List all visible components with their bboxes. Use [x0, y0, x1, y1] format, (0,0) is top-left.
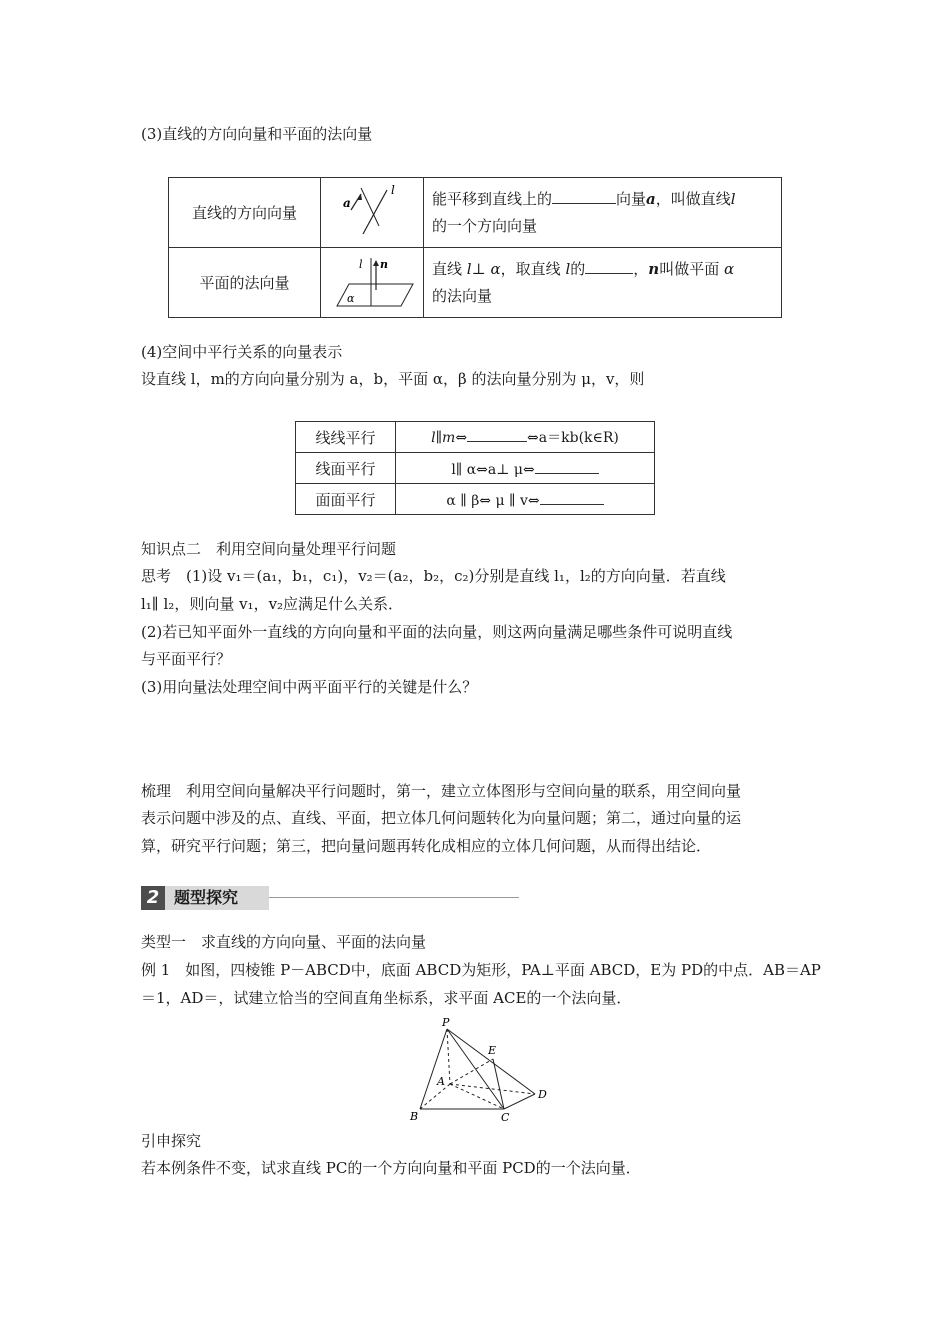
summary-line2: 表示问题中涉及的点、直线、平面，把立体几何问题转化为向量问题；第二，通过向量的运	[141, 809, 742, 827]
direction-normal-table	[168, 177, 782, 318]
desc-var: α	[723, 259, 735, 278]
fig-label-l: l	[391, 183, 395, 197]
desc-text: ，	[633, 259, 649, 278]
section4-intro: 设直线 l，m的方向向量分别为 a，b，平面 α，β 的法向量分别为 μ，v，则	[141, 370, 645, 388]
think2-line1: (2)若已知平面外一直线的方向向量和平面的法向量，则这两向量满足哪些条件可说明直线	[141, 623, 733, 641]
parallel-relation-table	[295, 421, 655, 515]
row-formula	[396, 422, 655, 453]
desc-vector: n	[648, 259, 660, 278]
example1-line1: 例 1 如图，四棱锥 P－ABCD中，底面 ABCD为矩形，PA⊥平面 ABCD，E为 PD的中点．AB＝AP	[141, 961, 821, 979]
section-rule	[269, 897, 519, 898]
desc-text: 叫做平面	[659, 259, 720, 278]
fig-label-alpha: α	[347, 292, 355, 305]
fill-blank[interactable]	[552, 189, 616, 204]
section3-title: (3)直线的方向向量和平面的法向量	[141, 125, 373, 143]
section4-title: (4)空间中平行关系的向量表示	[141, 343, 343, 361]
desc-text: ⊥	[471, 259, 486, 278]
desc-text: ，取直线	[500, 259, 561, 278]
desc-text: 能平移到直线上的	[432, 189, 553, 208]
think3: (3)用向量法处理空间中两平面平行的关键是什么？	[141, 678, 478, 696]
desc-text: 直线	[432, 259, 463, 278]
extension-title: 引申探究	[141, 1132, 202, 1150]
vertex-D: D	[538, 1088, 547, 1101]
desc-vector: a	[646, 189, 656, 208]
formula-text: α ∥ β⇔ μ ∥ v⇔	[446, 492, 540, 509]
vertex-B: B	[410, 1110, 419, 1123]
example1-line2: ＝1，AD＝，试建立恰当的空间直角坐标系，求平面 ACE的一个法向量．	[141, 989, 632, 1007]
desc-var: α	[490, 259, 501, 278]
row-formula	[396, 453, 655, 484]
fig-label-a: a	[343, 196, 351, 210]
row-label: 平面的法向量	[169, 248, 321, 318]
row-label: 线面平行	[296, 453, 396, 484]
vertex-A: A	[437, 1075, 445, 1088]
type1-title: 类型一 求直线的方向向量、平面的法向量	[141, 933, 427, 951]
table-row	[296, 422, 655, 453]
extension-text: 若本例条件不变，试求直线 PC的一个方向向量和平面 PCD的一个法向量．	[141, 1159, 641, 1177]
fill-blank[interactable]	[585, 259, 633, 274]
formula-text: l∥ α⇔a⊥ μ⇔	[451, 461, 535, 478]
fill-blank[interactable]	[535, 459, 599, 474]
section-number: 2	[141, 886, 165, 910]
fig-label-l: l	[359, 258, 363, 271]
row-label: 线线平行	[296, 422, 396, 453]
normal-vector-desc	[424, 248, 782, 318]
row-label: 面面平行	[296, 484, 396, 515]
desc-text: ，叫做直线	[655, 189, 731, 208]
direction-vector-figure	[321, 178, 424, 248]
desc-var: l	[565, 259, 571, 278]
think2-line2: 与平面平行？	[141, 650, 232, 668]
desc-text: 向量	[616, 189, 647, 208]
desc-text: 的	[570, 259, 586, 278]
table-row	[296, 453, 655, 484]
section-title: 题型探究	[174, 888, 239, 907]
fig-label-n: n	[380, 258, 388, 271]
row-label: 直线的方向向量	[169, 178, 321, 248]
direction-vector-desc	[424, 178, 782, 248]
desc-text: 的法向量	[432, 286, 493, 305]
fill-blank[interactable]	[540, 490, 604, 505]
fill-blank[interactable]	[467, 427, 527, 442]
desc-text: 的一个方向向量	[432, 216, 538, 235]
normal-vector-figure	[321, 248, 424, 318]
vertex-E: E	[488, 1044, 497, 1057]
desc-var: l	[466, 259, 472, 278]
row-formula	[396, 484, 655, 515]
vertex-C: C	[501, 1111, 510, 1124]
think1-line1: 思考 (1)设 v₁＝(a₁，b₁，c₁)，v₂＝(a₂，b₂，c₂)分别是直线 l₁，l₂的方向向量．若直线	[141, 567, 726, 585]
vertex-P: P	[442, 1016, 450, 1029]
think1-line2: l₁∥ l₂，则向量 v₁，v₂应满足什么关系．	[141, 595, 404, 613]
summary-line3: 算，研究平行问题；第三，把向量问题再转化成相应的立体几何问题，从而得出结论．	[141, 837, 712, 855]
table-row	[169, 178, 782, 248]
knowledge2-title: 知识点二 利用空间向量处理平行问题	[141, 540, 397, 558]
pyramid-figure	[400, 1014, 560, 1126]
formula-text: l∥m⇔	[431, 430, 468, 446]
desc-var: l	[730, 189, 736, 208]
formula-text: ⇔a＝kb(k∈R)	[527, 430, 619, 446]
summary-line1: 梳理 利用空间向量解决平行问题时，第一，建立立体图形与空间向量的联系，用空间向量	[141, 782, 742, 800]
table-row	[296, 484, 655, 515]
table-row	[169, 248, 782, 318]
